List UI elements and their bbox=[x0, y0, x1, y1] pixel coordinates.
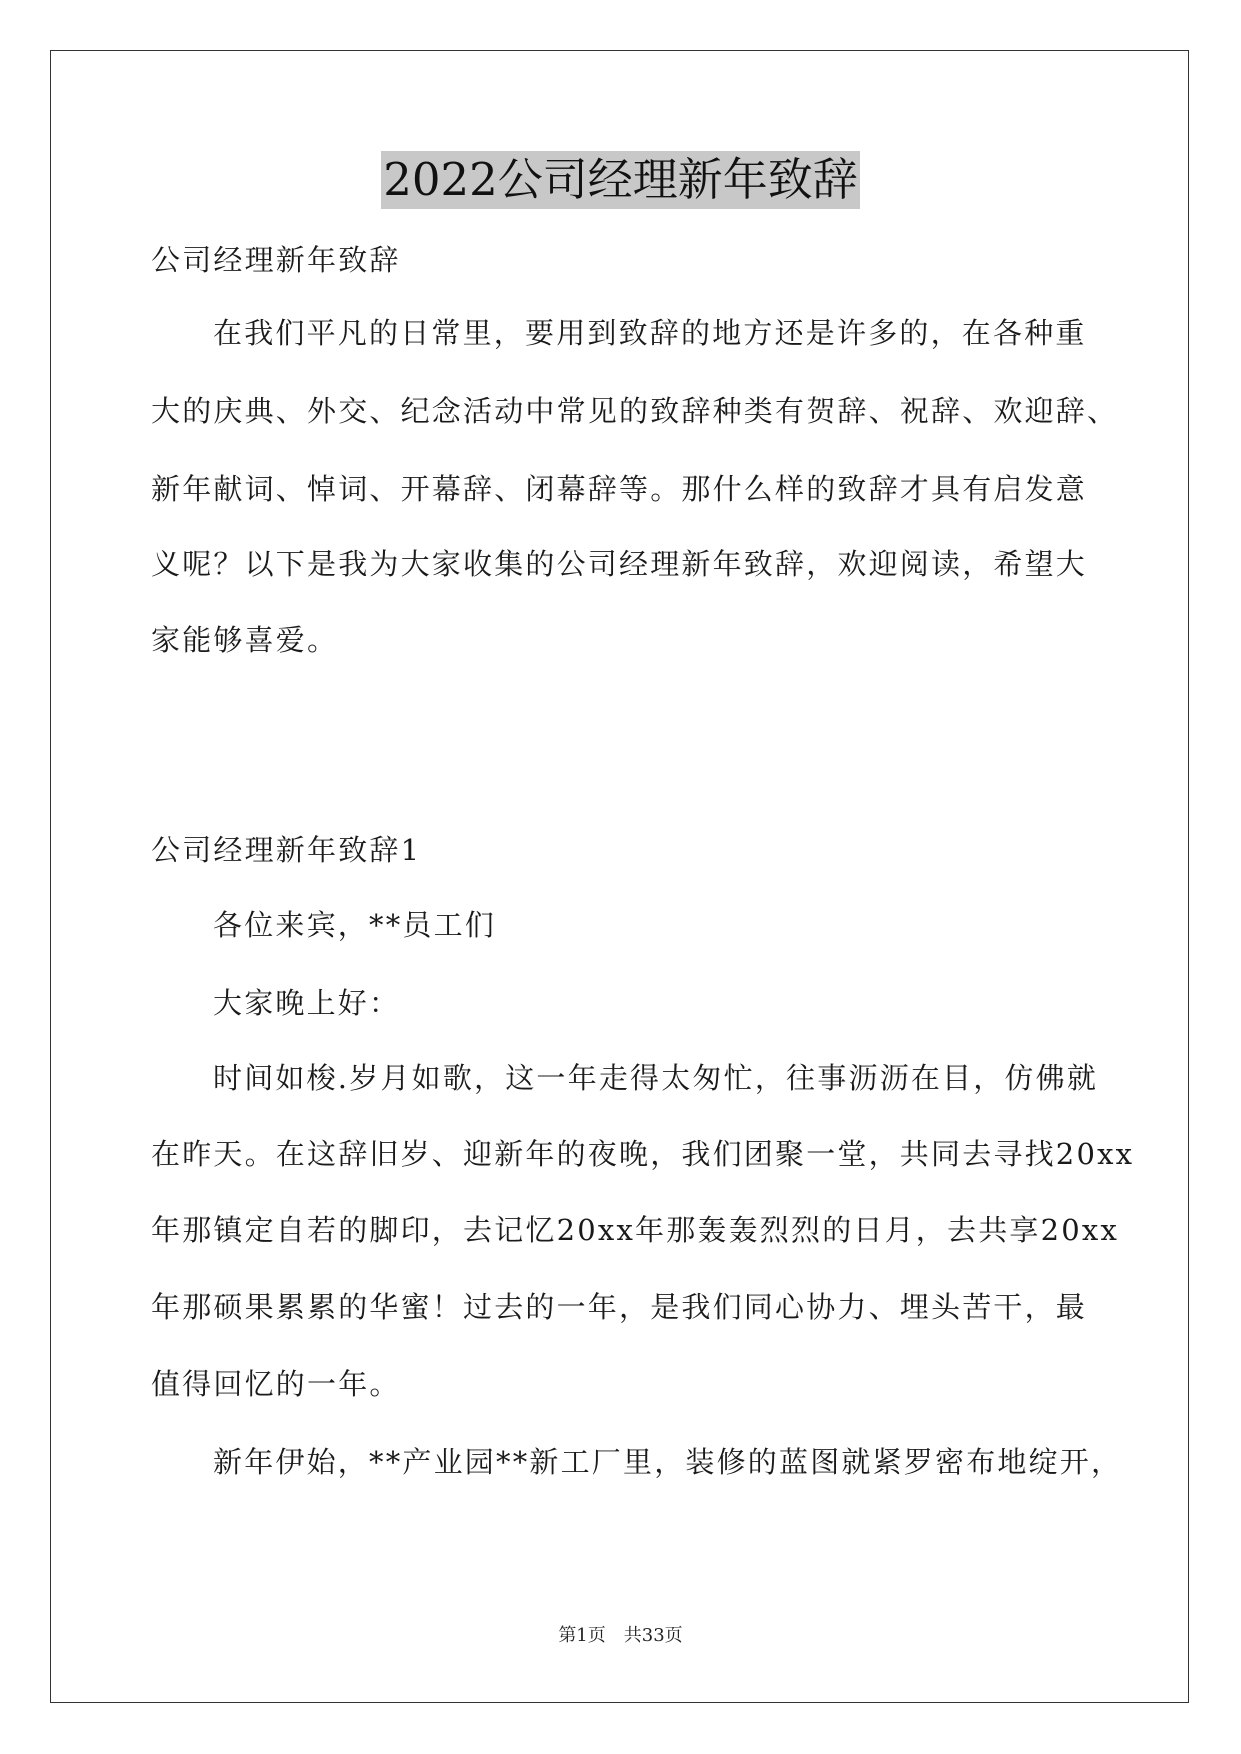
section-heading: 公司经理新年致辞 bbox=[151, 243, 401, 277]
paragraph-line: 在我们平凡的日常里，要用到致辞的地方还是许多的，在各种重 bbox=[213, 316, 1087, 350]
paragraph-line: 新年献词、悼词、开幕辞、闭幕辞等。那什么样的致辞才具有启发意 bbox=[151, 472, 1088, 506]
paragraph-line: 年那镇定自若的脚印，去记忆20xx年那轰轰烈烈的日月，去共享20xx bbox=[151, 1213, 1120, 1247]
paragraph-line: 大的庆典、外交、纪念活动中常见的致辞种类有贺辞、祝辞、欢迎辞、 bbox=[151, 394, 1119, 428]
paragraph-line: 新年伊始，**产业园**新工厂里，装修的蓝图就紧罗密布地绽开， bbox=[213, 1445, 1123, 1479]
document-title: 2022公司经理新年致辞 bbox=[381, 151, 860, 209]
paragraph-line: 义呢？以下是我为大家收集的公司经理新年致辞，欢迎阅读，希望大 bbox=[151, 547, 1088, 581]
section-heading: 公司经理新年致辞1 bbox=[151, 833, 422, 867]
paragraph-line: 值得回忆的一年。 bbox=[151, 1367, 401, 1401]
page-number-footer: 第1页 共33页 bbox=[558, 1625, 683, 1646]
salutation-line: 各位来宾，**员工们 bbox=[213, 908, 497, 942]
paragraph-line: 家能够喜爱。 bbox=[151, 623, 339, 657]
paragraph-line: 时间如梭.岁月如歌，这一年走得太匆忙，往事沥沥在目，仿佛就 bbox=[213, 1061, 1099, 1095]
title-container bbox=[0, 151, 1241, 209]
paragraph-line: 在昨天。在这辞旧岁、迎新年的夜晚，我们团聚一堂，共同去寻找20xx bbox=[151, 1137, 1135, 1171]
paragraph-line: 年那硕果累累的华蜜！过去的一年，是我们同心协力、埋头苦干，最 bbox=[151, 1290, 1088, 1324]
greeting-line: 大家晚上好： bbox=[213, 986, 401, 1020]
